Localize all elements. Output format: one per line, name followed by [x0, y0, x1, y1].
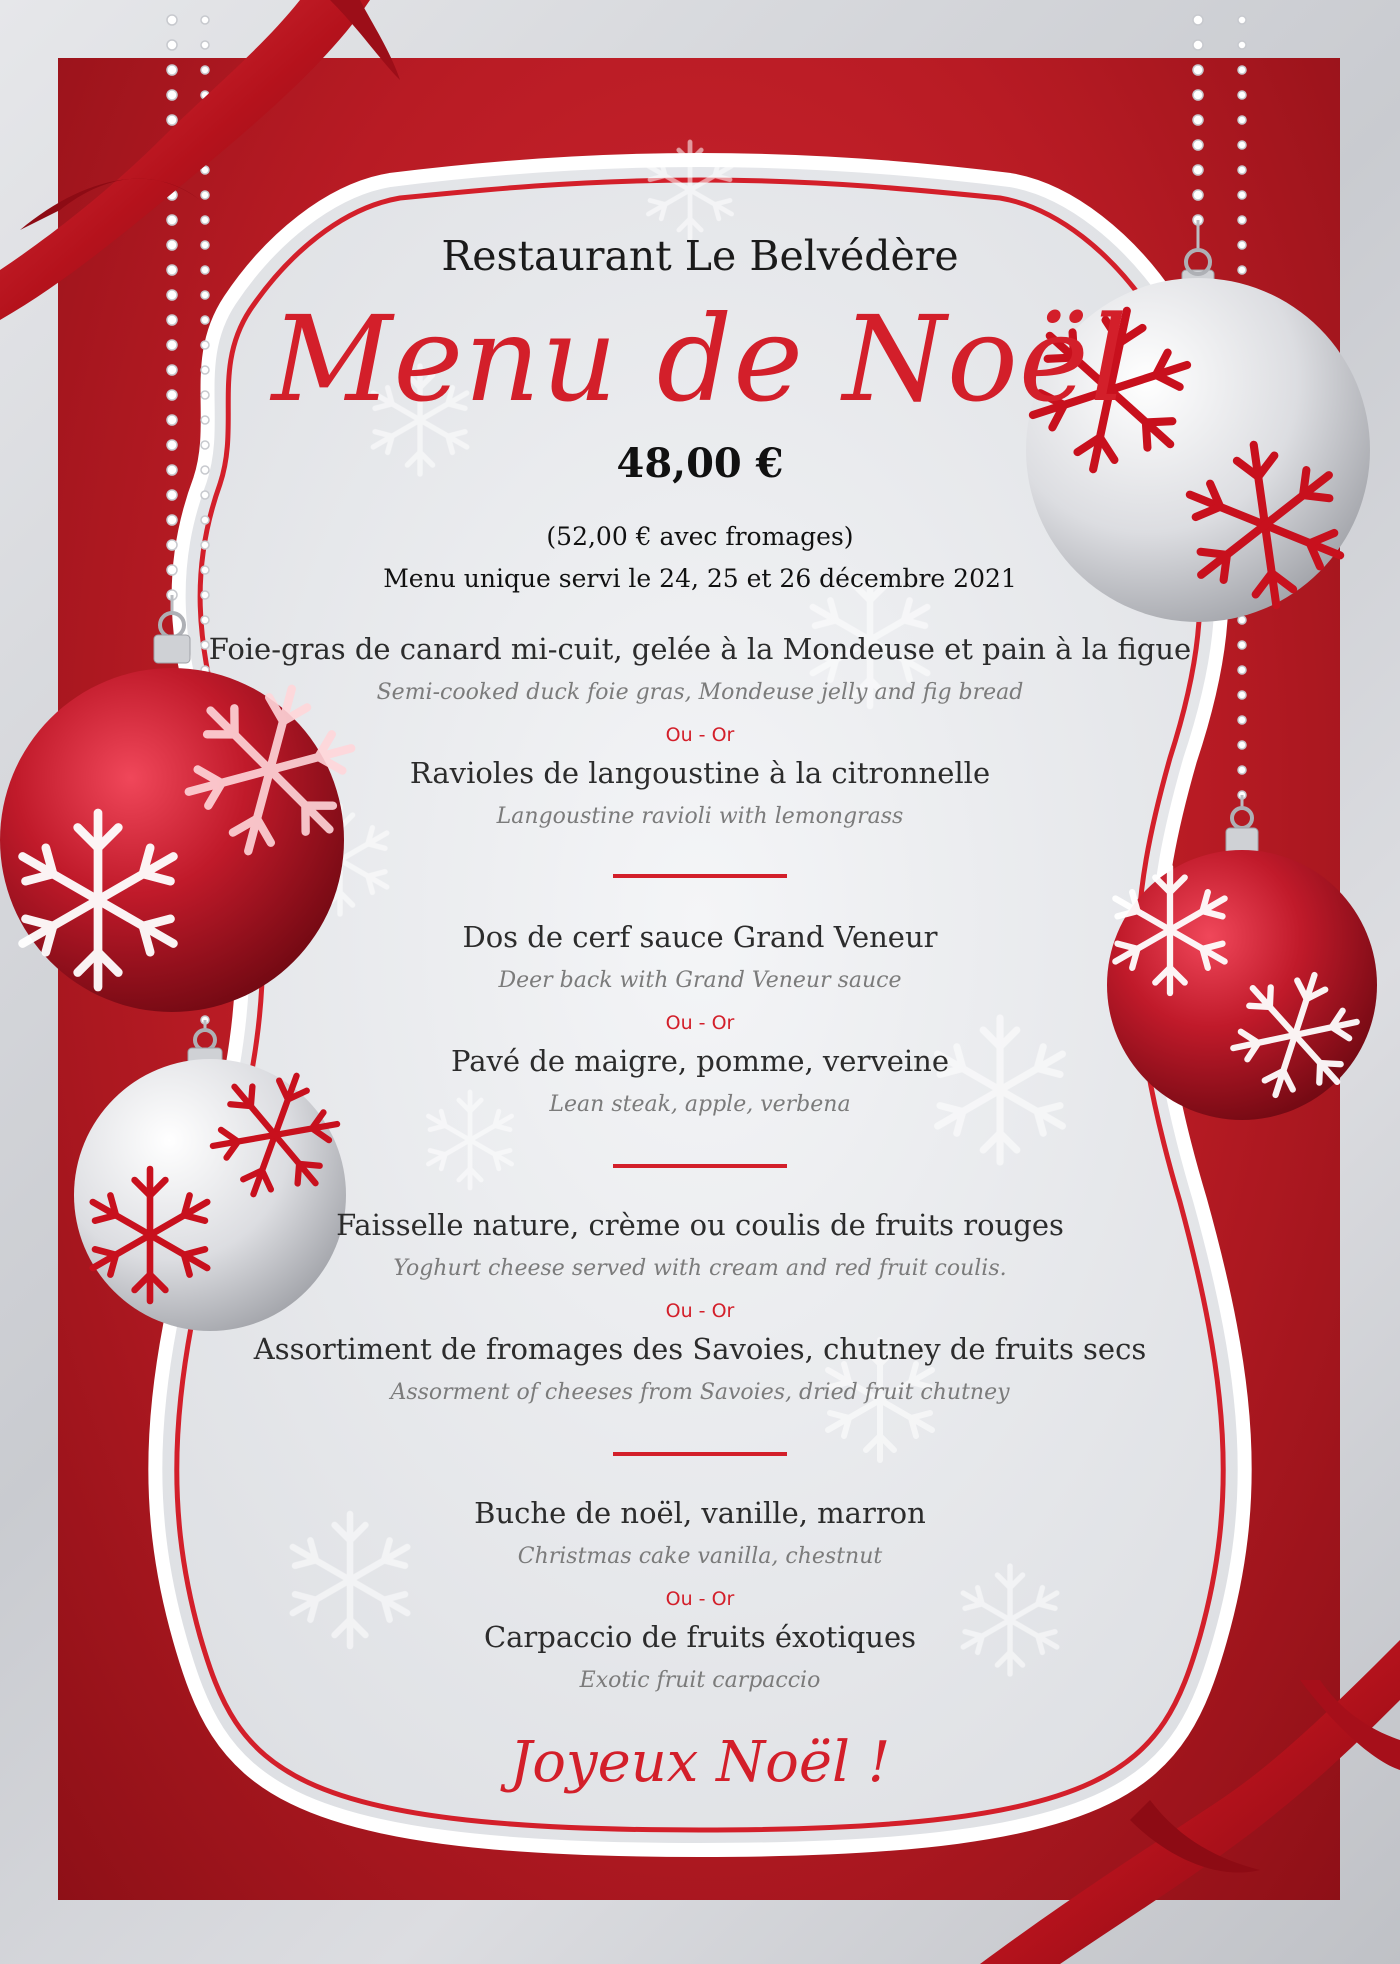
- course3-option1-fr: Faisselle nature, crème ou coulis de fruits rouges: [336, 1208, 1064, 1242]
- price-with-cheese: (52,00 € avec fromages): [546, 522, 854, 551]
- course4-option1-en: Christmas cake vanilla, chestnut: [517, 1544, 883, 1569]
- course4-option2-fr: Carpaccio de fruits éxotiques: [483, 1620, 917, 1654]
- course-divider: [613, 1164, 787, 1168]
- course-divider: [613, 1452, 787, 1456]
- course1-option2-en: Langoustine ravioli with lemongrass: [496, 804, 904, 829]
- or-separator: Ou - Or: [665, 724, 735, 746]
- course4-option2-en: Exotic fruit carpaccio: [579, 1668, 821, 1693]
- course1-option1-en: Semi-cooked duck foie gras, Mondeuse jelly and fig bread: [376, 680, 1024, 705]
- service-dates: Menu unique servi le 24, 25 et 26 décembre 2021: [383, 564, 1017, 593]
- or-separator: Ou - Or: [665, 1588, 735, 1610]
- course2-option1-en: Deer back with Grand Veneur sauce: [498, 968, 902, 993]
- course-divider: [613, 874, 787, 878]
- restaurant-name: Restaurant Le Belvédère: [441, 232, 959, 280]
- menu-title: Menu de Noël: [271, 290, 1129, 428]
- greeting: Joyeux Noël !: [509, 1730, 891, 1795]
- course1-option1-fr: Foie-gras de canard mi-cuit, gelée à la Mondeuse et pain à la figue: [208, 632, 1192, 666]
- course3-option2-fr: Assortiment de fromages des Savoies, chutney de fruits secs: [253, 1332, 1147, 1366]
- course3-option1-en: Yoghurt cheese served with cream and red fruit coulis.: [393, 1256, 1007, 1281]
- menu-price: 48,00 €: [616, 440, 784, 487]
- or-separator: Ou - Or: [665, 1300, 735, 1322]
- course1-option2-fr: Ravioles de langoustine à la citronnelle: [409, 756, 991, 790]
- course2-option2-fr: Pavé de maigre, pomme, verveine: [451, 1044, 949, 1078]
- course2-option1-fr: Dos de cerf sauce Grand Veneur: [462, 920, 938, 954]
- course3-option2-en: Assorment of cheeses from Savoies, dried fruit chutney: [390, 1380, 1010, 1405]
- course2-option2-en: Lean steak, apple, verbena: [549, 1092, 851, 1117]
- course4-option1-fr: Buche de noël, vanille, marron: [474, 1496, 926, 1530]
- or-separator: Ou - Or: [665, 1012, 735, 1034]
